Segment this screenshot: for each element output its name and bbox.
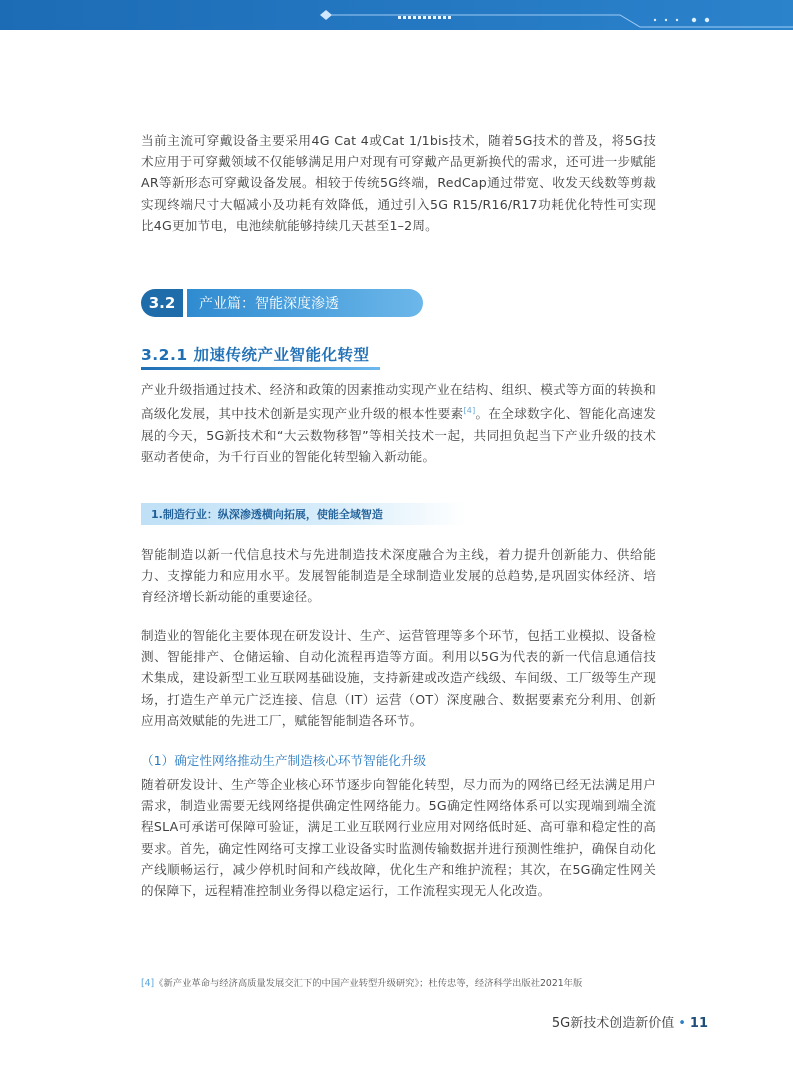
manufacturing-heading: 1.制造行业：纵深渗透横向拓展，使能全域智造: [151, 508, 383, 521]
section-title: 产业篇：智能深度渗透: [187, 289, 423, 317]
paragraph-text-part: 产业升级指通过技术、经济和政策的因素推动实现产业在结构、组织、模式等方面的转换和高级化发展，其中技术创新是实现产业升级的根本性要素: [141, 382, 656, 422]
industry-upgrade-paragraph: [141, 379, 656, 467]
citation-marker: [4]: [463, 406, 476, 416]
footer-title: 5G新技术创造新价值: [551, 1016, 675, 1031]
subsection-underline: [141, 367, 380, 370]
header-decoration: [0, 0, 793, 32]
section-number: 3.2: [141, 289, 183, 317]
subsection-heading: 3.2.1 加速传统产业智能化转型: [141, 346, 370, 364]
page-footer: [552, 1012, 708, 1031]
page-number: 11: [689, 1016, 708, 1031]
manufacturing-intelligence-paragraph: 制造业的智能化主要体现在研发设计、生产、运营管理等多个环节，包括工业模拟、设备检测、智能排产、仓储运输、自动化流程再造等方面。利用以5G为代表的新一代信息通信技术集成，建设新型工业互联网基础设施，支持新建或改造产线级、车间级、工厂级等生产现场，打造生产单元广泛连接、信息（IT）运营（OT）深度融合、数据要素充分利用、创新应用高效赋能的先进工厂，赋能智能制造各环节。: [141, 628, 656, 728]
section-heading-bar: [141, 289, 423, 317]
footnote-id: [4]: [141, 978, 155, 989]
footer-separator: •: [678, 1016, 686, 1031]
smart-manufacturing-paragraph: 智能制造以新一代信息技术与先进制造技术深度融合为主线，着力提升创新能力、供给能力、支撑能力和应用水平。发展智能制造是全球制造业发展的总趋势,是巩固实体经济、培育经济增长新动能的重要途径。: [141, 547, 656, 605]
intro-paragraph: 当前主流可穿戴设备主要采用4G Cat 4或Cat 1/1bis技术，随着5G技术的普及，将5G技术应用于可穿戴领域不仅能够满足用户对现有可穿戴产品更新换代的需求，还可进一步赋能AR等新形态可穿戴设备发展。相较于传统5G终端，RedCap通过带宽、收发天线数等剪裁实现终端尺寸大幅减小及功耗有效降低，通过引入5G R15/R16/R17功耗优化特性可实现比4G更加节电，电池续航能够持续几天甚至1–2周。: [141, 133, 656, 233]
footnote: [141, 975, 582, 989]
manufacturing-heading-band: [141, 503, 466, 525]
header-banner: [0, 0, 793, 32]
paragraph-text-part: 。在全球数字化、智能化高速发展的今天，5G新技术和“大云数物移智”等相关技术一起，共同担负起当下产业升级的技术驱动者使命，为千行百业的智能化转型输入新动能。: [141, 406, 656, 464]
deterministic-network-heading: （1）确定性网络推动生产制造核心环节智能化升级: [141, 753, 427, 768]
footnote-text: 《新产业革命与经济高质量发展交汇下的中国产业转型升级研究》；杜传忠等，经济科学出版社2021年版: [154, 978, 583, 989]
deterministic-network-paragraph: 随着研发设计、生产等企业核心环节逐步向智能化转型，尽力而为的网络已经无法满足用户需求，制造业需要无线网络提供确定性网络能力。5G确定性网络体系可以实现端到端全流程SLA可承诺可保障可验证，满足工业互联网行业应用对网络低时延、高可靠和稳定性的高要求。首先，确定性网络可支撑工业设备实时监测传输数据并进行预测性维护，确保自动化产线顺畅运行，减少停机时间和产线故障，优化生产和维护流程；其次，在5G确定性网关的保障下，远程精准控制业务得以稳定运行，工作流程实现无人化改造。: [141, 777, 656, 899]
